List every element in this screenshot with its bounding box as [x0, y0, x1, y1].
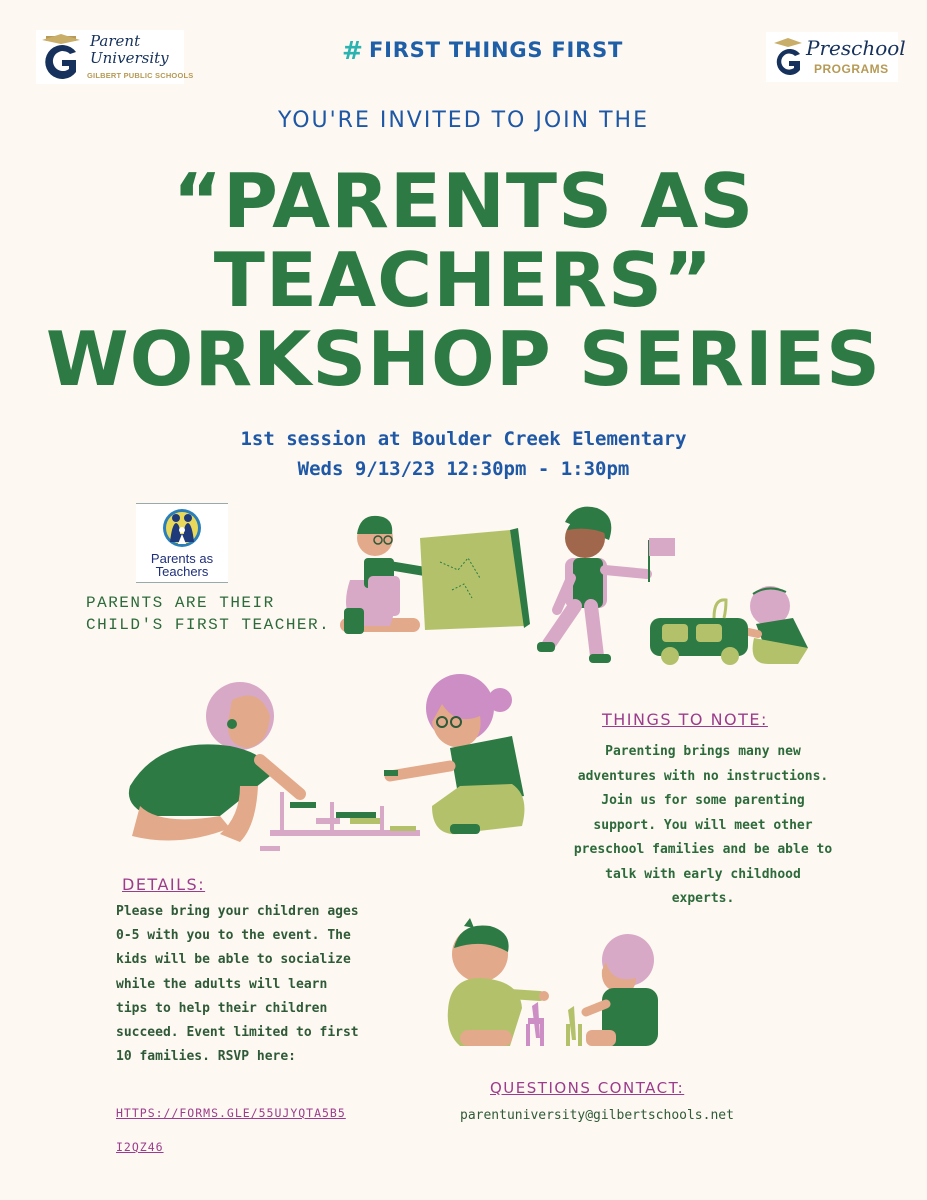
- title-line-3: WORKSHOP SERIES: [45, 315, 882, 403]
- details-heading: DETAILS:: [122, 875, 206, 894]
- toddler-truck-illustration: [648, 578, 813, 668]
- session-info: [0, 424, 927, 484]
- child-painting-illustration: [330, 500, 530, 640]
- contact-email[interactable]: parentuniversity@gilbertschools.net: [460, 1108, 734, 1123]
- invite-line: YOU'RE INVITED TO JOIN THE: [277, 108, 649, 133]
- first-things-first-logo: [342, 35, 623, 65]
- title-line-2: TEACHERS”: [213, 236, 714, 324]
- rsvp-link[interactable]: HTTPS://FORMS.GLE/55UJYQTA5B5I2QZ46: [116, 1106, 346, 1154]
- session-datetime: Weds 9/13/23 12:30pm - 1:30pm: [297, 458, 630, 480]
- hash-icon: #: [342, 35, 363, 65]
- parents-as-teachers-text: Parents as Teachers: [150, 551, 214, 579]
- first-things-first-text: FIRST THINGS FIRST: [368, 38, 624, 62]
- preschool-programs-logo: [766, 32, 906, 82]
- family-icon: [162, 506, 202, 550]
- gilbert-g-icon: [768, 34, 808, 80]
- grandparent-abacus-illustration: [120, 666, 540, 856]
- programs-text: PROGRAMS: [814, 62, 889, 76]
- details-body: Please bring your children ages 0-5 with you to the event. The kids will be able to socialize while the adults will learn tips to help their children succeed. Event limited to first 10 families. RSVP here:: [116, 904, 359, 1065]
- page-title: [0, 157, 927, 403]
- parent-university-logo: [36, 30, 194, 84]
- things-to-note-body: Parenting brings many new adventures with no instructions. Join us for some parenting support. You will meet other preschool families and be able to talk with early childhood experts.: [573, 744, 833, 906]
- questions-contact-heading: QUESTIONS CONTACT:: [490, 1079, 685, 1097]
- parent-university-line3: GILBERT PUBLIC SCHOOLS: [87, 71, 194, 80]
- session-location: 1st session at Boulder Creek Elementary: [240, 428, 687, 450]
- kids-toys-illustration: [440, 918, 670, 1050]
- preschool-text: Preschool: [806, 36, 906, 60]
- parent-university-line1: Parent: [90, 32, 141, 50]
- title-line-1: “PARENTS AS: [172, 157, 755, 245]
- tagline: PARENTS ARE THEIR CHILD'S FIRST TEACHER.: [86, 594, 331, 634]
- gilbert-g-icon: [36, 32, 86, 82]
- parent-university-line2: University: [90, 49, 169, 67]
- things-to-note-heading: THINGS TO NOTE:: [602, 710, 768, 729]
- parents-as-teachers-logo: [136, 503, 228, 583]
